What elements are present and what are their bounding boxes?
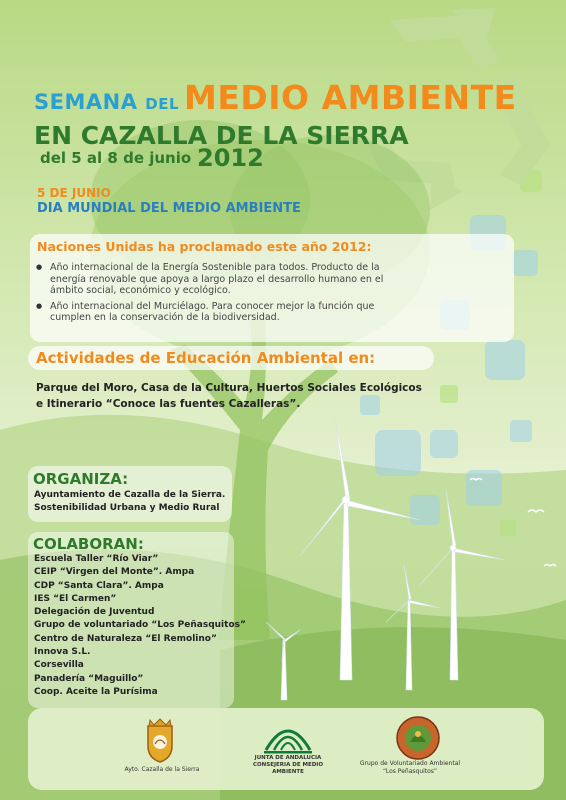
organiza-line: Ayuntamiento de Cazalla de la Sierra. <box>34 490 226 500</box>
colaboran-item: Escuela Taller “Río Viar” <box>34 554 159 564</box>
title-en-cazalla: EN CAZALLA DE LA SIERRA <box>34 121 409 150</box>
colaboran-item: CDP “Santa Clara”. Ampa <box>34 580 164 591</box>
junta-andalucia-logo-icon <box>260 718 316 756</box>
colaboran-item: Coop. Aceite la Purísima <box>34 686 158 697</box>
title-del: DEL <box>145 95 180 113</box>
title-year: 2012 <box>197 144 264 172</box>
colaboran-list <box>34 553 246 699</box>
penasquitos-logo-icon <box>395 716 441 760</box>
un-list-item: ● Año internacional de la Energía Sostenible para todos. Producto de la energía renovable que apoya a largo plazo el desarrollo humano en el ámbito social, económico y ecológico. <box>36 262 396 297</box>
colaboran-item: Panadería “Maguillo” <box>34 673 144 684</box>
penasquitos-caption-line: “Los Peñasquitos” <box>382 767 438 775</box>
colaboran-item: Centro de Naturaleza “El Remolino” <box>34 633 217 644</box>
title-semana-word: SEMANA <box>34 90 138 114</box>
colaboran-item: IES “El Carmen” <box>34 593 117 604</box>
penasquitos-caption <box>350 760 470 775</box>
title-semana <box>34 90 179 114</box>
penasquitos-caption-line: Grupo de Voluntariado Ambiental <box>359 760 461 767</box>
activities-line: e Itinerario “Conoce las fuentes Cazalleras”. <box>36 398 301 410</box>
colaboran-item: Innova S.L. <box>34 647 91 658</box>
un-list <box>36 262 396 328</box>
colaboran-item: Delegación de Juventud <box>34 607 155 618</box>
colaboran-item: Corsevilla <box>34 660 84 671</box>
cazalla-caption: Ayto. Cazalla de la Sierra <box>124 766 200 773</box>
un-list-item: ● Año internacional del Murciélago. Para conocer mejor la función que cumplen en la conservación de la biodiversidad. <box>36 301 396 324</box>
cazalla-crest-icon <box>140 718 180 764</box>
un-header: Naciones Unidas ha proclamado este año 2012: <box>37 239 372 254</box>
junta-caption-line: CONSEJERIA DE MEDIO AMBIENTE <box>252 762 324 775</box>
activities-text <box>36 380 456 412</box>
junta-caption-line: JUNTA DE ANDALUCIA <box>254 755 322 761</box>
world-day-date: 5 DE JUNIO <box>37 186 111 200</box>
colaboran-item: Grupo de voluntariado “Los Peñasquitos” <box>34 620 246 631</box>
colaboran-item: CEIP “Virgen del Monte”. Ampa <box>34 567 195 578</box>
organiza-line: Sostenibilidad Urbana y Medio Rural <box>34 502 220 513</box>
organiza-text <box>34 489 225 514</box>
title-dates: del 5 al 8 de junio <box>40 149 192 167</box>
world-day-title: DIA MUNDIAL DEL MEDIO AMBIENTE <box>37 201 301 216</box>
activities-line: Parque del Moro, Casa de la Cultura, Huertos Sociales Ecológicos <box>36 382 422 394</box>
junta-caption <box>238 755 338 776</box>
organiza-title: ORGANIZA: <box>33 470 129 488</box>
activities-title: Actividades de Educación Ambiental en: <box>36 349 376 367</box>
colaboran-title: COLABORAN: <box>33 535 144 553</box>
title-medio-ambiente: MEDIO AMBIENTE <box>184 78 517 117</box>
